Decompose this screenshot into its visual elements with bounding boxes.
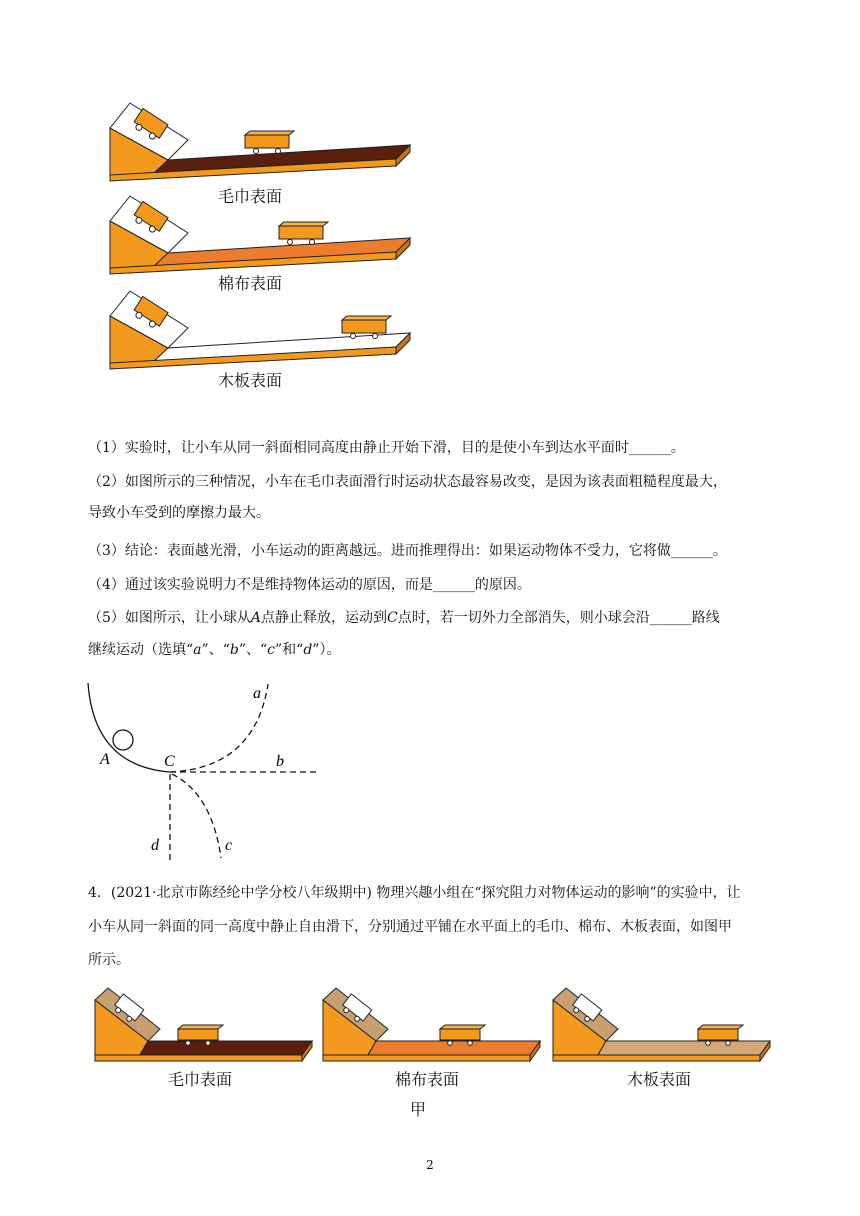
q5-point-c: C [387, 610, 398, 626]
page-number: 2 [426, 1158, 434, 1172]
question-3: （3）结论：表面越光滑，小车运动的距离越远。进而推理得出：如果运动物体不受力，它将做______。 [88, 543, 727, 559]
ramp-setup-wood [553, 988, 770, 1061]
question-4: （4）通过该实验说明力不是维持物体运动的原因，而是______的原因。 [88, 577, 531, 593]
figure-ramps-2 [90, 985, 780, 1065]
figure-ramps-1 [100, 95, 430, 395]
question-5-line-1 [88, 603, 788, 634]
ramp-setup-wood [110, 291, 410, 369]
q5-text: 点静止释放，运动到 [261, 610, 388, 626]
question-2-line-2: 导致小车受到的摩擦力最大。 [88, 505, 270, 521]
caption-wood: 木板表面 [218, 371, 283, 390]
caption-cotton-2: 棉布表面 [395, 1070, 460, 1089]
label-path-d: d [151, 837, 159, 854]
problem-4-line-2: 小车从同一斜面的同一高度中静止自由滑下，分别通过平铺在水平面上的毛巾、棉布、木板表面，如图甲 [88, 919, 732, 935]
question-2-line-1: （2）如图所示的三种情况，小车在毛巾表面滑行时运动状态最容易改变，是因为该表面粗糙程度最大， [88, 474, 727, 490]
caption-towel: 毛巾表面 [218, 187, 283, 206]
option-d: d [303, 642, 313, 658]
ramp-setup-towel [95, 988, 312, 1061]
ramp-setup-towel [110, 103, 410, 181]
label-path-b: b [276, 753, 284, 770]
problem-4-line-3: 所示。 [88, 952, 130, 968]
car-on-surface [279, 222, 328, 245]
label-path-c: c [225, 837, 233, 854]
caption-cotton: 棉布表面 [218, 274, 283, 293]
label-path-a: a [253, 685, 261, 702]
path-c [172, 774, 221, 858]
option-c: c [267, 642, 275, 658]
q5-sep: ”和“ [275, 642, 304, 658]
problem-4-line-1: 4．(2021·北京市陈经纶中学分校八年级期中) 物理兴趣小组在“探究阻力对物体运动的影响”的实验中，让 [88, 885, 741, 901]
ramp-setup-cotton [323, 988, 540, 1061]
option-b: b [229, 642, 239, 658]
caption-wood-2: 木板表面 [627, 1070, 692, 1089]
figure-ball-path [80, 676, 340, 871]
q5-text: ”）。 [312, 642, 341, 658]
question-1: （1）实验时，让小车从同一斜面相同高度由静止开始下滑，目的是使小车到达水平面时______。 [88, 440, 685, 456]
q5-text: 点时，若一切外力全部消失，则小球会沿______路线 [397, 610, 720, 626]
q5-point-a: A [250, 610, 262, 626]
option-a: a [193, 642, 202, 658]
label-a-point: A [100, 751, 110, 768]
car-on-surface [245, 131, 294, 154]
ramp-setup-cotton [110, 196, 410, 274]
caption-towel-2: 毛巾表面 [168, 1070, 233, 1089]
q5-text: （5）如图所示，让小球从 [88, 610, 251, 626]
label-c-point: C [164, 753, 175, 770]
ball [113, 730, 133, 750]
question-5-line-2 [88, 635, 788, 666]
figure-label-jia: 甲 [410, 1100, 427, 1119]
q5-sep: ”、“ [238, 642, 268, 658]
q5-text: 继续运动（选填“ [88, 642, 194, 658]
q5-sep: ”、“ [201, 642, 230, 658]
